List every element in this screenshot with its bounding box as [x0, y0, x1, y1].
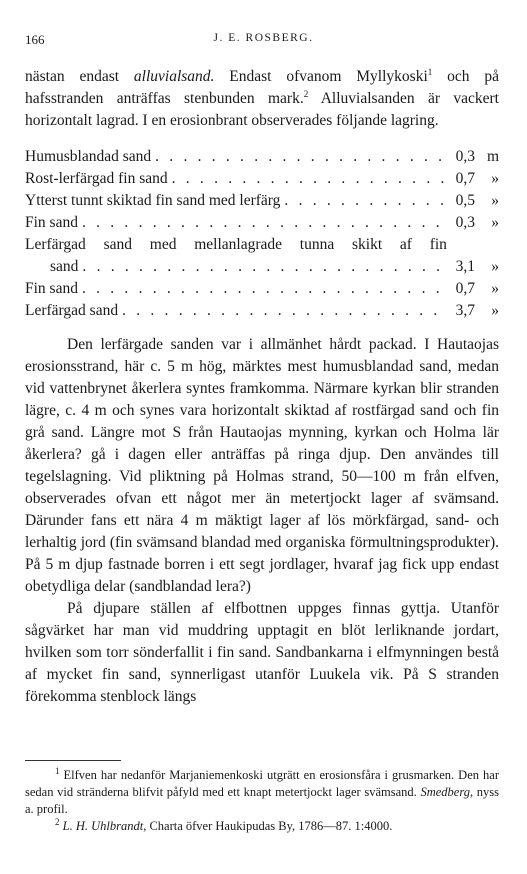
- strata-unit: »: [491, 280, 499, 297]
- strata-word: tunna: [299, 236, 335, 253]
- dot-leader: [151, 146, 447, 168]
- strata-row-continuation: [25, 256, 499, 278]
- page-number: 166: [25, 32, 45, 47]
- footnote-2: [25, 818, 499, 835]
- strata-word: fin: [429, 236, 447, 253]
- intro-text-4: Alluvialsanden är vackert horizontalt lagrad. I en erosionbrant observerades följande lagring.: [25, 90, 499, 129]
- strata-value: 0,7: [455, 280, 475, 297]
- footnote-1: [25, 767, 499, 818]
- strata-value: 0,5: [455, 192, 475, 209]
- strata-name: sand: [50, 258, 79, 275]
- footnote-mark: 2: [55, 816, 60, 827]
- strata-row: [25, 146, 499, 168]
- strata-row-wrapped: [25, 234, 499, 256]
- strata-row: [25, 190, 499, 212]
- paragraph-erosion-observations: Den lerfärgade sanden var i allmänhet hårdt packad. I Hautaojas erosionsstrand, här c. 5 m hög, märktes mest humusblandad sand, medan vid vattenbrynet åkerlera syntes framkomma. Närmare kyrkan blir stranden lägre, c. 4 m och synes vara horizontalt skiktad af rostfärgad sand och fin grå sand. Längre mot S från Hautaojas mynning, kyrkan och Holma lär åkerlera? gå i dagen eller anträffas på ringa djup. Den användes till tegelslagning. Vid pliktning på Holmas strand, 50—100 m från elfven, observerades ofvan ett något mer än metertjockt lager af svämsand. Därunder fans ett nära 4 m mäktigt lager af lös mörkfärgad, sand- och lerhaltig jord (fin svämsand blandad med organiska förmultningsprodukter). På 5 m djup fastnade borren i ett segt jordlager, hvaraf jag fick upp endast obetydliga delar (sandblandad lera?): [25, 336, 499, 595]
- page-body: [25, 66, 499, 708]
- strata-row: [25, 212, 499, 234]
- strata-value: 3,1: [455, 258, 475, 275]
- intro-italic-term: alluvialsand.: [133, 68, 215, 85]
- footnote-tail: , nyss a. profil.: [25, 785, 500, 816]
- strata-word: mellanlagrade: [194, 236, 283, 253]
- dot-leader: [78, 278, 447, 300]
- strata-name: Humusblandad sand: [25, 148, 152, 165]
- strata-name-line1: [25, 234, 447, 256]
- strata-unit: »: [491, 192, 499, 209]
- dot-leader: [118, 300, 447, 322]
- strata-name: Rost-lerfärgad fin sand: [25, 170, 168, 187]
- strata-name: Ytterst tunnt skiktad fin sand med lerfärg: [25, 192, 281, 209]
- footnote-author: L. H. Uhlbrandt: [62, 819, 144, 833]
- strata-value: 0,3: [455, 148, 475, 165]
- page-header: [25, 32, 502, 54]
- running-title: J. E. ROSBERG.: [213, 32, 314, 44]
- footnotes: [25, 767, 499, 835]
- strata-name: Lerfärgad sand: [25, 302, 119, 319]
- strata-word: med: [149, 236, 177, 253]
- strata-name: Fin sand: [25, 280, 78, 297]
- dot-leader: [78, 256, 447, 278]
- strata-value: 3,7: [455, 302, 475, 319]
- dot-leader: [168, 168, 447, 190]
- footnote-ref-2: 2: [303, 88, 309, 99]
- strata-word: skikt: [351, 236, 383, 253]
- intro-text-1: nästan endast: [25, 68, 134, 85]
- paragraph-river-bottom: På djupare ställen af elfbottnen uppges finnas gyttja. Utanför sågvärket har man vid muddring upptagit en blöt lerliknande jordart, hvilken som torr sönderfallit i fin sand. Sandbankarna i elfmynningen bestå af mycket fin sand, synnerligast utanför Luukela vik. På S stranden förekomma stenblock längs: [25, 600, 499, 705]
- intro-text-2: Endast ofvanom Myllykoski: [214, 68, 428, 85]
- footnote-ref-1: 1: [427, 66, 433, 77]
- footnote-divider: [25, 760, 121, 761]
- strata-row: [25, 300, 499, 322]
- footnote-italic: Smedberg: [420, 785, 470, 799]
- strata-value: 0,3: [455, 214, 475, 231]
- footnote-mark: 1: [55, 765, 60, 776]
- dot-leader: [78, 212, 447, 234]
- strata-unit: »: [491, 302, 499, 319]
- strata-value: 0,7: [455, 170, 475, 187]
- strata-word: Lerfärgad: [25, 236, 86, 253]
- strata-unit: »: [491, 214, 499, 231]
- intro-paragraph: [25, 66, 499, 132]
- strata-row: [25, 168, 499, 190]
- strata-unit: »: [491, 258, 499, 275]
- intro-text-3: och på hafsstranden anträffas stenbunden mark.: [25, 68, 499, 107]
- footnote-text: , Charta öfver Haukipudas By, 1786—87. 1:4000.: [143, 819, 393, 833]
- strata-row: [25, 278, 499, 300]
- strata-word: af: [399, 236, 412, 253]
- strata-word: sand: [103, 236, 132, 253]
- strata-unit: m: [486, 148, 499, 165]
- dot-leader: [280, 190, 447, 212]
- strata-table: [25, 146, 499, 322]
- strata-name: Fin sand: [25, 214, 78, 231]
- strata-unit: »: [491, 170, 499, 187]
- footnote-text: Elfven har nedanför Marjaniemenkoski utgrätt en erosionsfåra i grusmarken. Den har sedan vid stränderna blifvit påfyld med ett knapt metertjockt lager svämsand.: [25, 768, 499, 799]
